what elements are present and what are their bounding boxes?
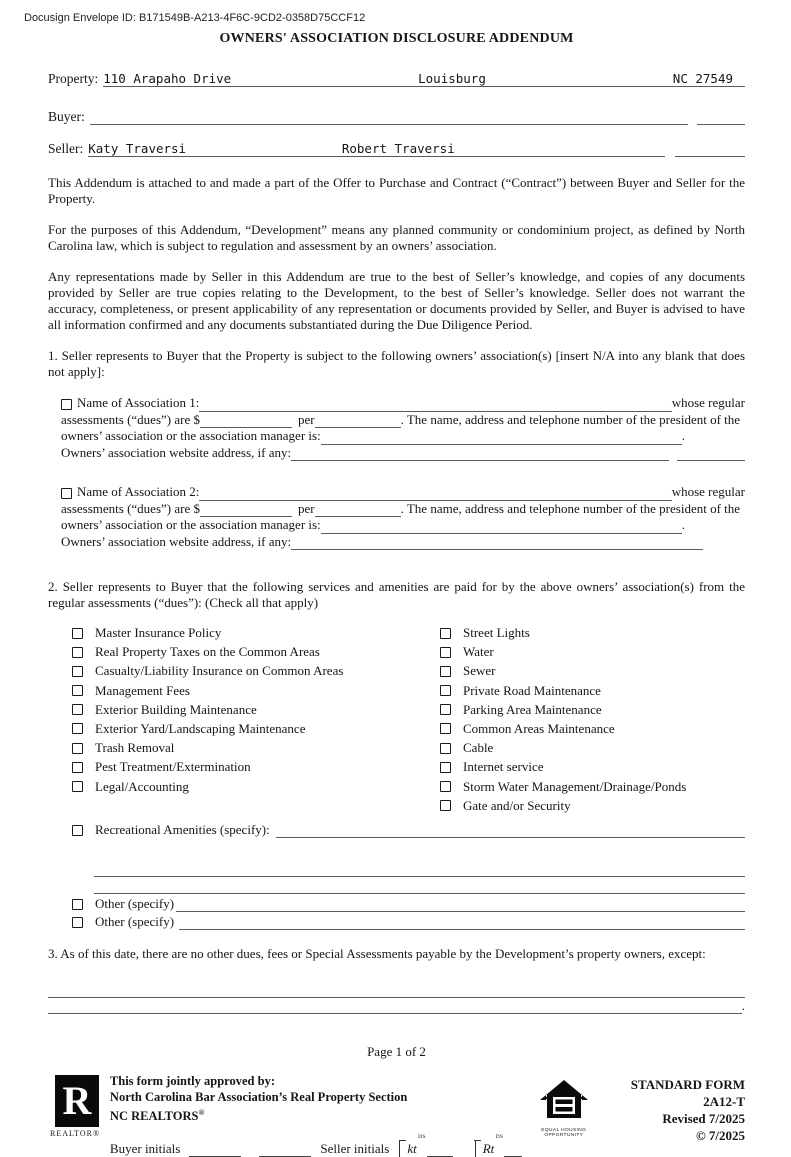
section3-text: 3. As of this date, there are no other dues, fees or Special Assessments payable by the Development’s property owners, except: xyxy=(48,945,706,961)
association-2-tail: whose regular xyxy=(671,484,745,499)
seller-initial-stamp-2 xyxy=(475,1134,504,1157)
other-blank-1[interactable] xyxy=(176,897,745,912)
paragraph-contract: This Addendum is attached to and made a part of the Offer to Purchase and Contract (“Contract”) between Buyer and Seller for the Property. xyxy=(48,175,745,206)
property-label: Property: xyxy=(48,71,99,86)
other-label-1: Other (specify) xyxy=(95,895,175,911)
form-copyright: © 7/2025 xyxy=(695,1127,746,1143)
service-label: Private Road Maintenance xyxy=(463,682,601,698)
service-item xyxy=(72,683,440,699)
seller-name-2: Robert Traversi xyxy=(341,141,455,156)
association-2-per-blank[interactable] xyxy=(315,502,401,517)
service-label: Cable xyxy=(463,740,494,756)
other-label-2: Other (specify) xyxy=(95,913,175,929)
checkbox[interactable] xyxy=(440,762,451,773)
section2-intro: 2. Seller represents to Buyer that the following services and amenities are paid for by the above owners’ association(s) from the regular assessments (“dues”): (Check all that apply) xyxy=(48,579,745,610)
approved-line-1: This form jointly approved by: xyxy=(109,1073,275,1088)
service-item xyxy=(440,625,745,641)
services-column-left xyxy=(72,625,440,817)
association-2-block xyxy=(61,484,745,550)
association-1-dues-blank[interactable] xyxy=(200,413,292,428)
checkbox[interactable] xyxy=(72,743,83,754)
service-item xyxy=(440,644,745,660)
specify-blank-line-2[interactable] xyxy=(94,878,745,894)
form-name: STANDARD FORM 2A12-T xyxy=(630,1076,746,1109)
service-item xyxy=(440,798,745,814)
service-item xyxy=(72,663,440,679)
checkbox[interactable] xyxy=(72,781,83,792)
realtor-logo-caption: REALTOR® xyxy=(50,1128,101,1138)
service-label: Exterior Yard/Landscaping Maintenance xyxy=(95,720,306,736)
checkbox[interactable] xyxy=(72,628,83,639)
section3-trailing-period: . xyxy=(741,997,745,1013)
checkbox[interactable] xyxy=(72,666,83,677)
service-item xyxy=(440,702,745,718)
docusign-stamp-mark: DS xyxy=(418,1134,426,1141)
checkbox[interactable] xyxy=(72,704,83,715)
association-1-per-label: per xyxy=(297,411,315,427)
other-row-2 xyxy=(72,914,745,930)
equal-housing-icon xyxy=(540,1080,588,1122)
association-2-per-label: per xyxy=(297,500,315,516)
other-blank-2[interactable] xyxy=(179,915,745,930)
realtor-logo-letter: R xyxy=(62,1077,92,1123)
other-row-1 xyxy=(72,896,745,912)
seller-field[interactable] xyxy=(88,140,665,157)
seller-initial-2-value: Rt xyxy=(482,1141,495,1157)
checkbox[interactable] xyxy=(440,743,451,754)
checkbox[interactable] xyxy=(440,800,451,811)
service-label: Real Property Taxes on the Common Areas xyxy=(95,644,320,660)
seller-initials-blank-1[interactable] xyxy=(427,1144,453,1157)
seller-name-1: Katy Traversi xyxy=(88,141,187,156)
paragraph-development: For the purposes of this Addendum, “Development” means any planned community or condominium project, as defined by North Carolina law, which is subject to regulation and assessment by an owners’ association. xyxy=(48,222,745,253)
association-2-dues-post: . The name, address and telephone number of the president of the xyxy=(400,500,741,516)
realtor-logo-block xyxy=(48,1072,110,1157)
association-2-checkbox[interactable] xyxy=(61,488,72,499)
footer xyxy=(48,1072,745,1157)
form-revised: Revised 7/2025 xyxy=(662,1110,746,1126)
service-item xyxy=(72,625,440,641)
association-1-dues-pre: assessments (“dues”) are $ xyxy=(61,411,200,427)
service-item xyxy=(440,721,745,737)
service-item xyxy=(72,721,440,737)
checkbox[interactable] xyxy=(72,762,83,773)
other-checkbox-1[interactable] xyxy=(72,899,83,910)
section3-blank-line-1[interactable] xyxy=(48,981,745,998)
service-label: Management Fees xyxy=(95,682,190,698)
checkbox[interactable] xyxy=(72,723,83,734)
seller-initial-stamp-1 xyxy=(399,1134,426,1157)
approved-by-block xyxy=(110,1072,522,1157)
service-item xyxy=(72,702,440,718)
docusign-stamp-mark: DS xyxy=(495,1134,504,1141)
equal-housing-caption: EQUAL HOUSING OPPORTUNITY xyxy=(541,1127,587,1139)
association-1-block xyxy=(61,395,745,461)
realtor-logo-icon xyxy=(55,1075,99,1127)
association-1-name-blank[interactable] xyxy=(199,397,671,412)
seller-field-extra[interactable] xyxy=(675,140,745,157)
association-1-per-blank[interactable] xyxy=(315,413,401,428)
service-label: Legal/Accounting xyxy=(95,778,189,794)
checkbox[interactable] xyxy=(440,781,451,792)
association-1-dues-post: . The name, address and telephone number of the president of the xyxy=(400,411,741,427)
page-title: OWNERS' ASSOCIATION DISCLOSURE ADDENDUM xyxy=(219,31,574,46)
association-1-manager-blank[interactable] xyxy=(321,430,682,445)
service-label: Exterior Building Maintenance xyxy=(95,701,257,717)
section1-intro: 1. Seller represents to Buyer that the Property is subject to the following owners’ association(s) [insert N/A into any blank that does not apply]: xyxy=(48,348,745,379)
page-number: Page 1 of 2 xyxy=(367,1043,426,1059)
recreational-checkbox[interactable] xyxy=(72,825,83,836)
checkbox[interactable] xyxy=(72,685,83,696)
services-columns xyxy=(72,625,745,817)
seller-initial-1-value: kt xyxy=(407,1141,417,1157)
association-1-name-label: Name of Association 1: xyxy=(77,395,200,410)
association-2-name-label: Name of Association 2: xyxy=(77,484,200,499)
buyer-initials-label: Buyer initials xyxy=(109,1141,181,1157)
association-1-website-pre: Owners’ association website address, if any: xyxy=(61,444,292,460)
buyer-initials-blank-1[interactable] xyxy=(189,1142,241,1157)
service-label: Street Lights xyxy=(463,625,530,640)
service-label: Common Areas Maintenance xyxy=(463,720,615,736)
seller-initials-blank-2[interactable] xyxy=(504,1144,522,1157)
service-item xyxy=(72,779,440,795)
checkbox[interactable] xyxy=(440,704,451,715)
recreational-blank[interactable] xyxy=(276,823,745,838)
checkbox[interactable] xyxy=(440,666,451,677)
checkbox[interactable] xyxy=(440,647,451,658)
section3-blank-line-2[interactable] xyxy=(48,997,742,1014)
other-checkbox-2[interactable] xyxy=(72,917,83,928)
service-label: Parking Area Maintenance xyxy=(463,701,602,717)
association-1-manager-pre: owners’ association or the association manager is: xyxy=(61,428,321,443)
property-city-value: Louisburg xyxy=(418,71,486,86)
service-label: Sewer xyxy=(463,663,496,679)
seller-initials-label: Seller initials xyxy=(320,1141,390,1157)
checkbox[interactable] xyxy=(72,647,83,658)
association-2-website-blank[interactable] xyxy=(291,535,703,550)
specify-blank-line-1[interactable] xyxy=(94,861,745,877)
service-item xyxy=(72,759,440,775)
seller-row xyxy=(48,140,745,157)
service-item xyxy=(72,644,440,660)
recreational-amenities-row xyxy=(72,822,745,838)
property-row xyxy=(48,70,745,87)
equal-housing-block xyxy=(522,1072,605,1157)
service-label: Gate and/or Security xyxy=(463,797,571,813)
initials-row xyxy=(109,1134,522,1157)
association-2-dues-blank[interactable] xyxy=(200,502,292,517)
property-state-zip-value: NC 27549 xyxy=(672,71,734,86)
service-label: Trash Removal xyxy=(95,740,175,756)
association-1-website-blank-2[interactable] xyxy=(677,446,745,461)
service-label: Storm Water Management/Drainage/Ponds xyxy=(463,778,687,794)
docusign-envelope-id: Docusign Envelope ID: B171549B-A213-4F6C-9CD2-0358D75CCF12 xyxy=(24,12,366,24)
association-2-website-pre: Owners’ association website address, if any: xyxy=(61,533,292,549)
service-item xyxy=(440,779,745,795)
association-1-tail: whose regular xyxy=(671,395,745,410)
association-2-dues-pre: assessments (“dues”) are $ xyxy=(61,500,200,516)
service-item xyxy=(440,683,745,699)
service-item xyxy=(440,740,745,756)
service-item xyxy=(440,759,745,775)
association-1-manager-post: . xyxy=(681,428,685,443)
service-label: Internet service xyxy=(463,759,544,775)
buyer-field[interactable] xyxy=(90,108,688,125)
checkbox[interactable] xyxy=(440,628,451,639)
association-2-manager-pre: owners’ association or the association manager is: xyxy=(61,517,321,532)
approved-line-2: North Carolina Bar Association’s Real Property Section xyxy=(109,1089,408,1104)
seller-label: Seller: xyxy=(48,141,84,156)
checkbox[interactable] xyxy=(440,723,451,734)
service-item xyxy=(72,740,440,756)
registered-mark: ® xyxy=(198,1107,205,1117)
recreational-label: Recreational Amenities (specify): xyxy=(95,821,270,837)
services-column-right xyxy=(440,625,745,817)
approved-line-3: NC REALTORS® xyxy=(109,1107,205,1124)
service-label: Casualty/Liability Insurance on Common Areas xyxy=(95,663,344,679)
service-label: Master Insurance Policy xyxy=(95,625,222,640)
buyer-label: Buyer: xyxy=(48,109,85,124)
property-address-value: 110 Arapaho Drive xyxy=(103,71,232,86)
buyer-initials-blank-2[interactable] xyxy=(259,1142,311,1157)
form-id-block xyxy=(605,1072,745,1157)
property-field[interactable] xyxy=(103,70,745,87)
buyer-field-extra[interactable] xyxy=(697,108,745,125)
association-2-manager-post: . xyxy=(681,517,685,532)
service-item xyxy=(440,663,745,679)
association-2-manager-blank[interactable] xyxy=(321,519,682,534)
service-label: Pest Treatment/Extermination xyxy=(95,759,251,775)
association-2-name-blank[interactable] xyxy=(199,486,671,501)
paragraph-representations: Any representations made by Seller in this Addendum are true to the best of Seller’s knowledge, and copies of any documents provided by Seller are true copies relating to the Development, to the best of Seller’s knowledge. Seller does not warrant the accuracy, completeness, or present applicability of any representation or documents provided by Seller, and Buyer is advised to have all information confirmed and any documents substantiated during the Due Diligence Period. xyxy=(48,269,745,332)
association-1-website-blank[interactable] xyxy=(291,446,669,461)
service-label: Water xyxy=(463,644,494,660)
association-1-checkbox[interactable] xyxy=(61,399,72,410)
buyer-row xyxy=(48,108,745,125)
checkbox[interactable] xyxy=(440,685,451,696)
